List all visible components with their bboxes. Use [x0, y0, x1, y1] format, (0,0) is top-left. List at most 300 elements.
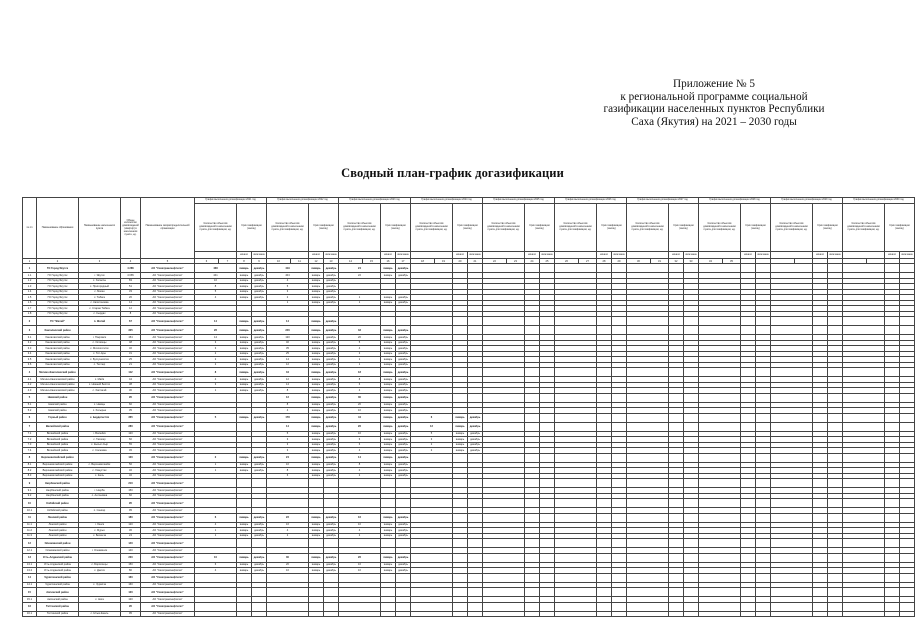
column-index-cell: 34	[699, 259, 723, 264]
objects-count-cell	[843, 422, 885, 431]
column-index-cell: 14	[339, 259, 363, 264]
households-total-cell: 180	[121, 513, 141, 522]
gas-org-cell: АО "Сахатранснефтегаз"	[141, 284, 195, 290]
objects-count-cell	[483, 588, 525, 597]
header-blank-cell	[699, 252, 741, 259]
objects-count-cell: 419	[267, 264, 309, 273]
term-end-header: окончание	[828, 252, 843, 259]
term-start-cell: январь	[381, 300, 396, 306]
gas-org-cell: АО "Сахатранснефтегаз"	[141, 306, 195, 312]
term-end-cell	[468, 513, 483, 522]
objects-count-cell	[555, 611, 597, 617]
term-end-cell	[612, 513, 627, 522]
term-end-cell	[756, 422, 771, 431]
term-start-cell	[885, 368, 900, 377]
objects-count-cell	[699, 513, 741, 522]
settlement-cell: с. Октемцы	[79, 340, 121, 346]
gas-org-cell: АО "Сахатранснефтегаз"	[141, 422, 195, 431]
term-end-header: окончание	[684, 252, 699, 259]
term-end-cell	[684, 539, 699, 548]
term-start-cell: январь	[237, 326, 252, 335]
objects-count-cell: 1	[339, 300, 381, 306]
term-end-cell: декабрь	[324, 393, 339, 402]
municipality-cell: Хангаласский район	[37, 346, 79, 352]
term-start-cell	[813, 602, 828, 611]
objects-count-cell	[483, 264, 525, 273]
term-start-cell	[525, 611, 540, 617]
term-start-cell: январь	[309, 402, 324, 408]
term-start-cell: январь	[309, 408, 324, 414]
row-number-cell: 15	[23, 588, 37, 597]
term-start-cell	[741, 611, 756, 617]
gas-org-cell: АО "Сахатранснефтегаз"	[141, 351, 195, 357]
objects-count-cell	[699, 539, 741, 548]
term-end-cell: декабрь	[468, 422, 483, 431]
households-total-cell: 150	[121, 488, 141, 494]
term-start-cell	[669, 326, 684, 335]
term-end-cell	[324, 611, 339, 617]
objects-count-cell	[339, 539, 381, 548]
objects-count-cell	[699, 326, 741, 335]
households-total-cell: 120	[121, 597, 141, 603]
objects-count-cell	[771, 513, 813, 522]
term-start-cell: январь	[309, 422, 324, 431]
objects-count-cell	[627, 573, 669, 582]
objects-count-cell	[267, 499, 309, 508]
objects-count-cell: 8	[195, 284, 237, 290]
column-index-cell: 5	[141, 259, 195, 264]
term-end-cell	[468, 611, 483, 617]
term-start-cell: январь	[237, 377, 252, 383]
term-end-cell: декабрь	[396, 295, 411, 301]
term-start-cell	[885, 264, 900, 273]
term-start-cell: январь	[237, 382, 252, 388]
objects-count-cell: 24	[339, 264, 381, 273]
term-start-cell: январь	[309, 326, 324, 335]
table-row	[23, 413, 915, 422]
objects-count-cell	[699, 479, 741, 488]
term-end-cell: декабрь	[252, 357, 267, 363]
objects-count-cell	[555, 264, 597, 273]
column-index-cell: 19	[435, 259, 453, 264]
objects-count-cell	[555, 368, 597, 377]
households-total-cell: 83	[121, 278, 141, 284]
row-number-cell: 3.4	[23, 351, 37, 357]
term-end-cell	[828, 326, 843, 335]
term-end-cell: декабрь	[324, 513, 339, 522]
objects-count-cell: 4	[339, 388, 381, 394]
objects-count-cell	[699, 393, 741, 402]
term-end-cell	[684, 453, 699, 462]
term-end-cell	[756, 499, 771, 508]
term-end-cell: декабрь	[396, 408, 411, 414]
table-row	[23, 539, 915, 548]
row-number-cell: 1	[23, 264, 37, 273]
objects-count-cell: 1	[339, 357, 381, 363]
term-end-cell	[612, 368, 627, 377]
settlement-cell	[79, 393, 121, 402]
term-end-cell: декабрь	[396, 368, 411, 377]
objects-count-cell: 1	[267, 300, 309, 306]
term-end-cell: декабрь	[396, 528, 411, 534]
objects-count-cell	[411, 588, 453, 597]
term-end-cell	[468, 588, 483, 597]
objects-count-cell	[411, 611, 453, 617]
objects-count-cell: 2	[339, 473, 381, 479]
term-start-cell: январь	[309, 388, 324, 394]
term-start-cell	[453, 499, 468, 508]
settlement-cell: с. Хомустах	[79, 468, 121, 474]
objects-count-cell: 33	[339, 326, 381, 335]
gas-org-cell: АО "Сахатранснефтегаз"	[141, 479, 195, 488]
term-start-cell	[381, 602, 396, 611]
objects-count-cell	[627, 602, 669, 611]
households-total-cell: 95	[121, 611, 141, 617]
term-start-cell	[741, 479, 756, 488]
term-start-cell	[453, 602, 468, 611]
term-end-cell	[756, 393, 771, 402]
term-end-cell: декабрь	[324, 382, 339, 388]
term-start-cell	[669, 499, 684, 508]
objects-count-cell	[627, 264, 669, 273]
objects-count-cell: 3	[267, 448, 309, 454]
term-end-cell	[828, 602, 843, 611]
objects-count-cell: 8	[267, 402, 309, 408]
term-end-cell	[540, 588, 555, 597]
objects-count-cell: 6	[339, 382, 381, 388]
term-end-cell: декабрь	[396, 382, 411, 388]
term-start-cell: январь	[381, 362, 396, 368]
term-start-cell: январь	[309, 431, 324, 437]
term-end-cell	[828, 573, 843, 582]
municipality-cell: Намский район	[37, 402, 79, 408]
objects-count-cell	[339, 573, 381, 582]
term-start-cell: январь	[381, 533, 396, 539]
term-end-cell	[468, 553, 483, 562]
term-start-header: начало	[813, 252, 828, 259]
term-end-cell: декабрь	[252, 562, 267, 568]
term-start-cell	[597, 264, 612, 273]
row-number-cell: 13.1	[23, 562, 37, 568]
term-start-cell: январь	[381, 388, 396, 394]
term-start-cell: январь	[309, 382, 324, 388]
appendix-line-2: к региональной программе социальной	[620, 90, 808, 103]
objects-count-cell	[627, 326, 669, 335]
objects-count-cell: 2	[195, 351, 237, 357]
gas-org-cell: АО "Сахатранснефтегаз"	[141, 317, 195, 326]
households-total-cell: 120	[121, 522, 141, 528]
term-end-cell: декабрь	[396, 468, 411, 474]
row-number-cell: 1.1	[23, 273, 37, 279]
municipality-cell: Верхневилюйский район	[37, 473, 79, 479]
term-start-cell: январь	[381, 326, 396, 335]
term-end-cell	[684, 326, 699, 335]
term-end-cell	[540, 553, 555, 562]
term-start-cell: январь	[381, 442, 396, 448]
objects-count-cell: 20	[339, 402, 381, 408]
term-start-cell	[741, 553, 756, 562]
municipality-cell: Хангаласский район	[37, 362, 79, 368]
gas-org-cell: АО "Сахатранснефтегаз"	[141, 300, 195, 306]
objects-count-cell	[627, 422, 669, 431]
term-start-cell: январь	[381, 473, 396, 479]
objects-count-cell	[555, 453, 597, 462]
municipality-cell: Олекминский район	[37, 548, 79, 554]
header-blank-cell	[195, 252, 237, 259]
term-start-cell	[741, 317, 756, 326]
column-index-cell: 25	[540, 259, 555, 264]
term-start-cell	[381, 539, 396, 548]
objects-count-cell	[843, 368, 885, 377]
term-start-cell	[597, 602, 612, 611]
header-blank-cell	[555, 252, 597, 259]
term-end-cell	[756, 573, 771, 582]
households-total-cell: 120	[121, 588, 141, 597]
gas-org-cell: АО "Сахатранснефтегаз"	[141, 340, 195, 346]
objects-count-cell	[411, 553, 453, 562]
objects-count-cell: 24	[267, 453, 309, 462]
municipality-cell: Верхневилюйский район	[37, 468, 79, 474]
column-index-cell: 11	[291, 259, 309, 264]
term-end-cell	[540, 368, 555, 377]
objects-count-cell: 18	[339, 368, 381, 377]
term-end-cell: декабрь	[324, 273, 339, 279]
term-end-cell: декабрь	[324, 522, 339, 528]
objects-count-cell: 35	[267, 346, 309, 352]
row-number-cell: 16	[23, 602, 37, 611]
gas-org-cell: АО "Сахатранснефтегаз"	[141, 611, 195, 617]
term-start-cell: январь	[381, 513, 396, 522]
term-end-cell	[900, 539, 915, 548]
gas-org-cell: АО "Сахатранснефтегаз"	[141, 311, 195, 317]
gas-org-cell: АО "Сахатранснефтегаз"	[141, 368, 195, 377]
appendix-block	[579, 78, 849, 128]
appendix-line-4: Саха (Якутия) на 2021 – 2030 годы	[631, 115, 797, 128]
gas-org-cell: АО "Сахатранснефтегаз"	[141, 289, 195, 295]
term-end-cell	[756, 539, 771, 548]
households-total-cell: 120	[121, 453, 141, 462]
term-end-cell: декабрь	[324, 448, 339, 454]
objects-count-cell: 468	[195, 264, 237, 273]
objects-count-cell	[627, 368, 669, 377]
households-total-cell: 45	[121, 448, 141, 454]
municipality-cell: ГО Город Якутск	[37, 278, 79, 284]
term-start-cell	[525, 326, 540, 335]
row-number-cell: 9	[23, 479, 37, 488]
term-end-cell	[468, 499, 483, 508]
term-start-cell	[741, 326, 756, 335]
term-end-cell	[756, 513, 771, 522]
term-end-cell	[828, 264, 843, 273]
gas-org-cell: АО "Сахатранснефтегаз"	[141, 493, 195, 499]
column-index-cell: 30	[627, 259, 651, 264]
objects-count-cell	[843, 602, 885, 611]
gas-org-cell: АО "Сахатранснефтегаз"	[141, 295, 195, 301]
term-start-cell: январь	[309, 264, 324, 273]
row-number-cell: 7	[23, 422, 37, 431]
term-start-header: начало	[885, 252, 900, 259]
year-group-header: График выполнения догазификации 2027 год	[627, 198, 699, 204]
objects-count-cell: 1	[195, 533, 237, 539]
term-start-cell	[669, 479, 684, 488]
term-end-cell	[612, 479, 627, 488]
column-index-cell: 27	[579, 259, 597, 264]
households-total-cell: 55	[121, 442, 141, 448]
term-end-cell	[468, 317, 483, 326]
objects-count-cell: 44	[339, 413, 381, 422]
objects-count-cell	[339, 611, 381, 617]
objects-count-cell	[555, 393, 597, 402]
term-start-cell	[813, 499, 828, 508]
year-group-header: График выполнения догазификации 2029 год	[771, 198, 843, 204]
gas-org-cell: АО "Сахатранснефтегаз"	[141, 602, 195, 611]
term-end-cell: декабрь	[252, 284, 267, 290]
term-start-cell: январь	[309, 568, 324, 574]
term-end-cell	[252, 602, 267, 611]
term-end-cell	[396, 479, 411, 488]
term-start-cell	[885, 453, 900, 462]
term-start-cell: январь	[381, 368, 396, 377]
municipality-cell: Усть-Алданский район	[37, 568, 79, 574]
table-row	[23, 479, 915, 488]
row-number-cell: 7.3	[23, 442, 37, 448]
term-start-cell	[525, 368, 540, 377]
municipality-cell: Горный район	[37, 413, 79, 422]
term-end-cell: декабрь	[396, 388, 411, 394]
gas-org-cell: АО "Сахатранснефтегаз"	[141, 273, 195, 279]
term-end-cell	[684, 264, 699, 273]
objects-count-cell	[699, 553, 741, 562]
objects-count-cell: 2	[195, 453, 237, 462]
term-end-cell	[252, 499, 267, 508]
settlement-cell: г. Вилюйск	[79, 431, 121, 437]
objects-count-cell: 1	[195, 462, 237, 468]
objects-count-header: Количество объектов домовладений в населенном пункте для газификации, ед.	[267, 204, 309, 252]
objects-count-cell: 6	[267, 473, 309, 479]
term-start-cell	[885, 317, 900, 326]
objects-count-header: Количество объектов домовладений в населенном пункте для газификации, ед.	[699, 204, 741, 252]
term-end-cell	[756, 553, 771, 562]
settlement-cell: с. Бердигестях	[79, 413, 121, 422]
term-end-cell: декабрь	[252, 289, 267, 295]
term-end-cell	[468, 393, 483, 402]
table-row	[23, 368, 915, 377]
term-start-cell	[741, 393, 756, 402]
column-index-cell: 3	[79, 259, 121, 264]
objects-count-cell	[627, 539, 669, 548]
objects-count-cell: 20	[339, 335, 381, 341]
term-end-cell	[252, 393, 267, 402]
objects-count-cell	[771, 539, 813, 548]
term-end-cell	[612, 611, 627, 617]
municipality-cell: Мегино-Кангаласский район	[37, 368, 79, 377]
objects-count-cell	[339, 479, 381, 488]
objects-count-cell: 3	[195, 382, 237, 388]
term-start-cell	[885, 499, 900, 508]
objects-count-cell	[483, 413, 525, 422]
term-start-cell	[525, 453, 540, 462]
term-end-cell: декабрь	[252, 468, 267, 474]
term-end-cell	[828, 588, 843, 597]
municipality-cell: Вилюйский район	[37, 448, 79, 454]
column-index-cell: 17	[396, 259, 411, 264]
term-start-cell: январь	[309, 273, 324, 279]
term-start-cell	[885, 573, 900, 582]
objects-count-cell: 26	[339, 422, 381, 431]
settlement-cell: п. Сангар	[79, 508, 121, 514]
term-start-cell	[453, 611, 468, 617]
objects-count-cell: 441	[195, 273, 237, 279]
term-start-cell	[597, 453, 612, 462]
term-start-cell: январь	[309, 553, 324, 562]
term-end-header: окончание	[612, 252, 627, 259]
row-number-cell: 1.5	[23, 295, 37, 301]
objects-count-cell: 6	[195, 513, 237, 522]
objects-count-cell: 1	[195, 528, 237, 534]
objects-count-cell	[195, 588, 237, 597]
term-start-cell	[525, 317, 540, 326]
term-start-cell	[597, 422, 612, 431]
term-end-cell	[684, 317, 699, 326]
term-start-cell: январь	[237, 295, 252, 301]
term-end-cell	[396, 573, 411, 582]
objects-count-cell: 10	[339, 522, 381, 528]
row-number-cell: 1.7	[23, 306, 37, 312]
objects-count-cell	[843, 573, 885, 582]
households-total-cell: 95	[121, 499, 141, 508]
objects-count-cell	[627, 611, 669, 617]
term-start-cell: январь	[309, 453, 324, 462]
term-end-cell	[468, 602, 483, 611]
term-end-cell: декабрь	[252, 278, 267, 284]
term-start-cell: январь	[309, 284, 324, 290]
term-end-cell	[612, 539, 627, 548]
year-group-header: График выполнения догазификации 2021 год	[195, 198, 267, 204]
row-number-cell: 3.3	[23, 346, 37, 352]
row-number-cell: 1.3	[23, 284, 37, 290]
term-end-cell	[756, 264, 771, 273]
objects-count-cell	[771, 588, 813, 597]
objects-count-cell	[843, 317, 885, 326]
term-start-cell	[597, 326, 612, 335]
objects-count-cell	[771, 393, 813, 402]
term-start-cell	[237, 588, 252, 597]
term-end-cell	[540, 422, 555, 431]
municipality-cell: Чурапчинский район	[37, 573, 79, 582]
row-number-cell: 7.1	[23, 431, 37, 437]
term-start-cell: январь	[237, 522, 252, 528]
gasification-term-header: Срок газификации (месяц)	[309, 204, 339, 252]
objects-count-cell	[267, 602, 309, 611]
term-start-cell: январь	[309, 335, 324, 341]
term-end-cell	[900, 326, 915, 335]
municipality-cell: Намский район	[37, 408, 79, 414]
term-end-cell: декабрь	[324, 473, 339, 479]
objects-count-cell	[267, 611, 309, 617]
term-end-cell	[756, 368, 771, 377]
municipality-cell: ГО Город Якутск	[37, 264, 79, 273]
term-start-cell: январь	[453, 437, 468, 443]
term-start-cell: январь	[237, 278, 252, 284]
term-start-cell	[813, 368, 828, 377]
objects-count-cell	[843, 264, 885, 273]
objects-count-header: Количество объектов домовладений в населенном пункте для газификации, ед.	[411, 204, 453, 252]
objects-count-cell: 3	[195, 346, 237, 352]
households-total-cell: 160	[121, 573, 141, 582]
term-start-cell	[237, 539, 252, 548]
households-total-cell: 95	[121, 393, 141, 402]
objects-count-cell	[699, 611, 741, 617]
